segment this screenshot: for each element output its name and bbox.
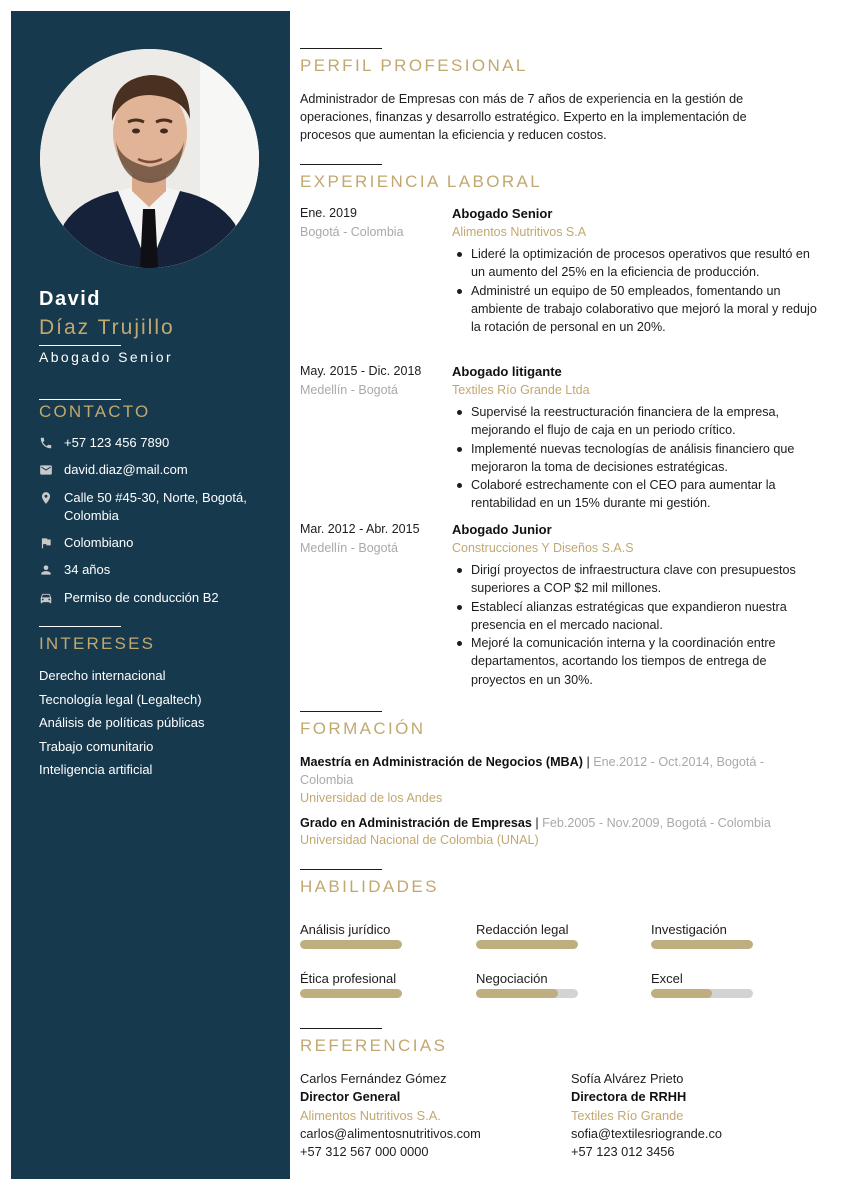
contact-address [39,489,279,525]
job-bullet: Implementé nuevas tecnologías de análisis financiero que mejoraron la toma de decisiones estratégicas. [452,440,817,477]
job-bullet: Dirigí proyectos de infraestructura clave con presupuestos superiores a COP $2 mil millones. [452,561,817,598]
location-pin-icon [39,491,53,505]
car-icon [39,591,53,605]
job-location: Medellín - Bogotá [300,541,398,555]
contact-text: +57 123 456 7890 [64,435,170,450]
education-meta: Feb.2005 - Nov.2009, Bogotá - Colombia [542,816,771,830]
job-title: Abogado Junior [452,522,552,537]
interest-item: Inteligencia artificial [39,762,153,777]
references-divider [300,1028,382,1029]
interest-item: Tecnología legal (Legaltech) [39,692,202,707]
job-bullets [452,245,817,336]
skill-bar [476,989,578,998]
reference-company: Textiles Río Grande [571,1107,684,1123]
summary-heading: PERFIL PROFESIONAL [300,56,528,75]
job-bullet: Colaboré estrechamente con el CEO para aumentar la rentabilidad en un 15% durante mi gestión. [452,476,817,513]
job-bullet: Lideré la optimización de procesos operativos que resultó en un aumento del 25% en la eficiencia de producción. [452,245,817,282]
job-bullet: Establecí alianzas estratégicas que expandieron nuestra presencia en el mercado nacional. [452,598,817,635]
skill-bar-fill [476,940,578,949]
interest-item: Derecho internacional [39,668,166,683]
education-heading: FORMACIÓN [300,719,426,738]
contact-heading: CONTACTO [39,402,151,421]
skill-item [476,971,596,998]
contact-license [39,589,279,607]
interests-divider [39,626,121,627]
contact-nationality [39,534,279,552]
profile-photo-illustration [40,49,259,268]
job-dates: Ene. 2019 [300,206,357,220]
education-separator: | [582,755,594,769]
contact-divider [39,399,121,400]
contact-text: 34 años [64,562,111,577]
reference-email: sofia@textilesriogrande.co [571,1125,722,1141]
job-company: Textiles Río Grande Ltda [452,383,590,397]
skills-divider [300,869,382,870]
skills-heading: HABILIDADES [300,877,439,896]
job-bullets [452,403,817,513]
skill-label: Negociación [476,971,548,986]
contact-phone [39,434,279,452]
skill-item [300,922,420,949]
reference-phone: +57 312 567 000 0000 [300,1144,429,1160]
job-title: Abogado Senior [452,206,553,221]
contact-text: Calle 50 #45-30, Norte, Bogotá, Colombia [64,490,247,523]
education-separator: | [531,816,543,830]
contact-age [39,561,279,579]
skill-bar-fill [651,940,753,949]
job-bullet: Supervisé la reestructuración financiera de la empresa, mejorando el flujo de caja en un periodo crítico. [452,403,817,440]
job-bullet: Mejoré la comunicación interna y la coordinación entre departamentos, acortando los tiempos de entrega de proyectos en un 30%. [452,634,817,689]
phone-icon [39,436,53,450]
summary-divider [300,48,382,49]
first-name: David [39,288,101,310]
contact-text: Colombiano [64,535,134,550]
job-company: Alimentos Nutritivos S.A [452,225,587,239]
skill-label: Excel [651,971,683,986]
flag-icon [39,536,53,550]
skill-item [300,971,420,998]
education-school: Universidad de los Andes [300,791,443,805]
job-bullets [452,561,817,689]
skill-bar [651,940,753,949]
skill-bar-fill [476,989,558,998]
skill-item [651,971,771,998]
job-title: Abogado Senior [39,349,174,365]
skill-label: Ética profesional [300,971,397,986]
skill-bar [300,940,402,949]
contact-text: david.diaz@mail.com [64,462,188,477]
skill-bar-fill [300,989,402,998]
job-location: Medellín - Bogotá [300,383,398,397]
reference-name: Sofía Alvárez Prieto [571,1071,684,1086]
education-degree: Grado en Administración de Empresas [300,816,532,830]
skill-bar [300,989,402,998]
education-divider [300,711,382,712]
skill-item [476,922,596,949]
job-company: Construcciones Y Diseños S.A.S [452,541,634,555]
education-entry [300,814,790,832]
skill-item [651,922,771,949]
interest-item: Trabajo comunitario [39,739,154,754]
contact-text: Permiso de conducción B2 [64,590,219,605]
reference-role: Director General [300,1089,401,1105]
education-entry [300,753,790,789]
last-name: Díaz Trujillo [39,316,175,339]
education-meta: Ene.2012 - Oct.2014, Bogotá - Colombia [300,755,765,787]
mail-icon [39,463,53,477]
skill-label: Investigación [651,922,727,937]
name-divider [39,345,121,346]
reference-card [300,1070,550,1161]
summary-text: Administrador de Empresas con más de 7 años de experiencia en la gestión de operaciones, finanzas y desarrollo estratégico. Experto en la implementación de procesos que aumentan la eficiencia y reducen costos. [300,92,747,142]
experience-heading: EXPERIENCIA LABORAL [300,172,543,191]
education-degree: Maestría en Administración de Negocios (MBA) [300,755,583,769]
reference-role: Directora de RRHH [571,1089,687,1105]
job-dates: Mar. 2012 - Abr. 2015 [300,522,420,536]
skill-bar-fill [300,940,402,949]
skill-bar [476,940,578,949]
contact-email [39,461,279,479]
job-title: Abogado litigante [452,364,562,379]
sidebar [11,11,290,1179]
job-dates: May. 2015 - Dic. 2018 [300,364,422,378]
reference-company: Alimentos Nutritivos S.A. [300,1107,441,1123]
experience-divider [300,164,382,165]
references-heading: REFERENCIAS [300,1036,448,1055]
reference-email: carlos@alimentosnutritivos.com [300,1125,481,1141]
skill-label: Análisis jurídico [300,922,391,937]
person-icon [39,563,53,577]
education-school: Universidad Nacional de Colombia (UNAL) [300,833,539,847]
reference-name: Carlos Fernández Gómez [300,1071,447,1086]
skill-bar [651,989,753,998]
interest-item: Análisis de políticas públicas [39,715,205,730]
skill-label: Redacción legal [476,922,569,937]
interests-heading: INTERESES [39,634,156,653]
profile-photo [40,49,259,268]
reference-phone: +57 123 012 3456 [571,1144,675,1160]
skill-bar-fill [651,989,712,998]
job-location: Bogotá - Colombia [300,225,404,239]
job-bullet: Administré un equipo de 50 empleados, fomentando un ambiente de trabajo colaborativo que mejoró la moral y redujo la rotación de personal en un 20%. [452,282,817,337]
reference-card [571,1070,821,1161]
